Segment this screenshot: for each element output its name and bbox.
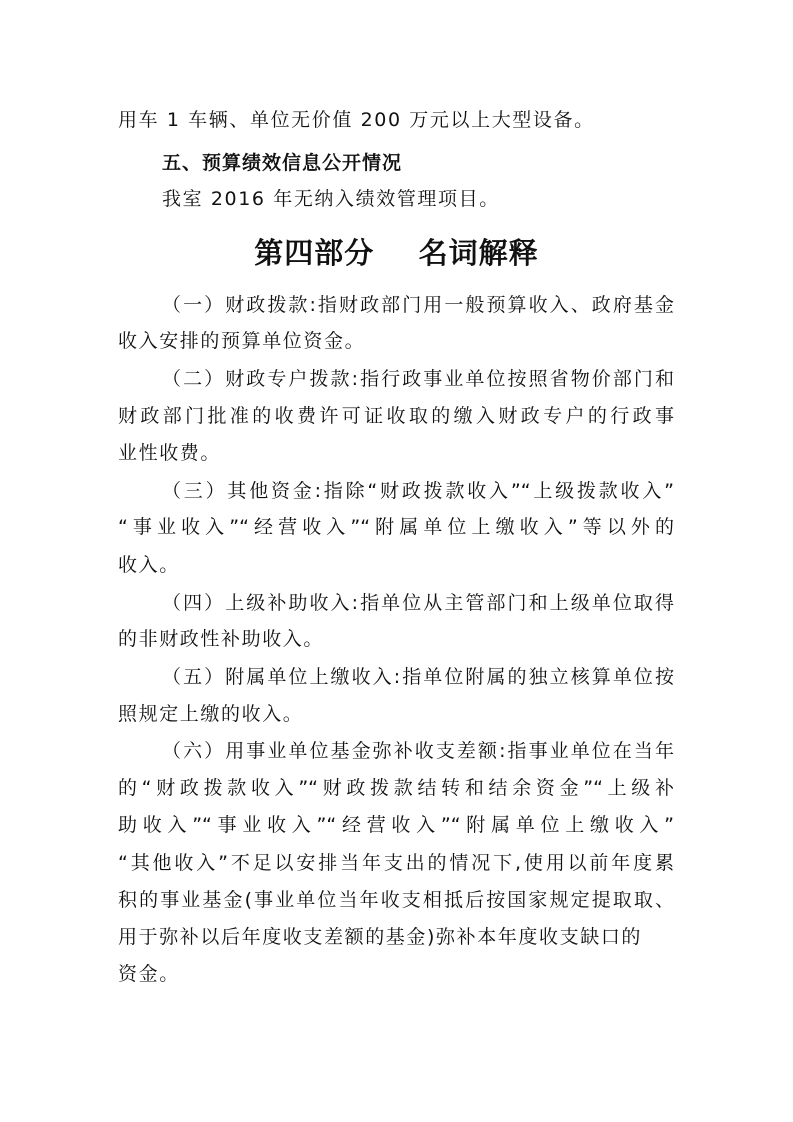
glossary-item-3-line-3: 收入。	[118, 554, 180, 576]
glossary-item-6-line-2: 的“财政拨款收入”“财政拨款结转和结余资金”“上级补	[118, 777, 674, 799]
text-line-performance: 我室 2016 年无纳入绩效管理项目。	[162, 188, 500, 210]
glossary-item-4-line-2: 的非财政性补助收入。	[118, 628, 325, 650]
glossary-item-3-line-1: （三）其他资金:指除“财政拨款收入”“上级拨款收入”	[162, 480, 674, 502]
text-line-equipment: 用车 1 车辆、单位无价值 200 万元以上大型设备。	[118, 109, 595, 131]
part-title-glossary: 第四部分 名词解释	[254, 236, 539, 270]
glossary-item-2-line-1: （二）财政专户拨款:指行政事业单位按照省物价部门和	[162, 368, 674, 390]
glossary-item-2-line-3: 业性收费。	[118, 442, 222, 464]
glossary-item-6-line-5: 积的事业基金(事业单位当年收支相抵后按国家规定提取取、	[118, 889, 674, 911]
glossary-item-5-line-1: （五）附属单位上缴收入:指单位附属的独立核算单位按	[162, 666, 674, 688]
glossary-item-5-line-2: 照规定上缴的收入。	[118, 703, 304, 725]
glossary-item-1-line-1: （一）财政拨款:指财政部门用一般预算收入、政府基金	[162, 294, 674, 316]
section-heading-performance: 五、预算绩效信息公开情况	[162, 152, 403, 174]
glossary-item-6-line-4: “其他收入”不足以安排当年支出的情况下,使用以前年度累	[118, 852, 674, 874]
glossary-item-6-line-7: 资金。	[118, 963, 180, 985]
glossary-item-1-line-2: 收入安排的预算单位资金。	[118, 330, 366, 352]
glossary-item-4-line-1: （四）上级补助收入:指单位从主管部门和上级单位取得	[162, 592, 674, 614]
glossary-item-2-line-2: 财政部门批准的收费许可证收取的缴入财政专户的行政事	[118, 405, 674, 427]
glossary-item-3-line-2: “事业收入”“经营收入”“附属单位上缴收入”等以外的	[118, 516, 674, 538]
glossary-item-6-line-6: 用于弥补以后年度收支差额的基金)弥补本年度收支缺口的	[118, 926, 643, 948]
glossary-item-6-line-1: （六）用事业单位基金弥补收支差额:指事业单位在当年	[162, 740, 674, 762]
glossary-item-6-line-3: 助收入”“事业收入”“经营收入”“附属单位上缴收入”	[118, 814, 674, 836]
